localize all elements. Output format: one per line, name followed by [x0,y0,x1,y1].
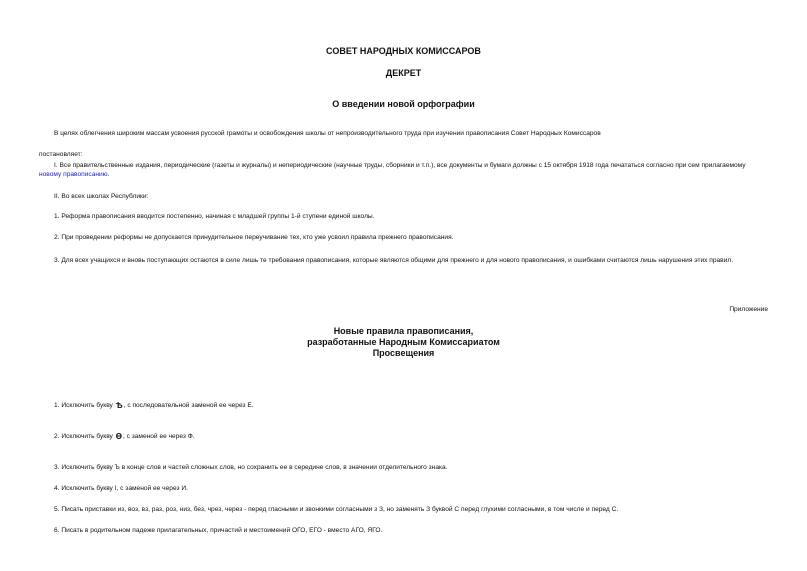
doc-type-heading: ДЕКРЕТ [385,68,422,78]
decree-point-2: II. Во всех школах Республики: [54,193,149,200]
fita-glyph-icon: Ѳ [115,432,122,441]
rule-2-before: 2. Исключить букву [54,433,113,440]
rule-2-after: , с заменой ее через Ф. [122,433,195,440]
rule-5: 5. Писать приставки из, воз, вз, раз, роз, низ, без, чрез, через - перед гласными и звонкими согласными з З, но заменять З буквой С перед глухими согласными, в том числе и перед С. [54,506,619,513]
appendix-title-line3: Просвещения [372,348,435,358]
yat-glyph-icon: Ѣ [115,401,123,410]
decree-point-1-end: . [107,171,110,178]
decree-item-2: 2. При проведении реформы не допускается принудительное переучивание тех, кто уже усвоил правила прежнего правописания. [54,234,454,241]
decree-title: О введении новой орфографии [332,99,475,109]
preamble-paragraph: В целях облегчения широким массам усвоения русской грамоты и освобождения школы от непроизводительного труда при изучении правописания Совет Народных Комиссаров [54,130,601,137]
rule-4: 4. Исключить букву I, с заменой ее через И. [54,485,188,492]
decree-point-1 [39,161,768,179]
resolves-text: постановляет: [39,151,83,158]
decree-item-3: 3. Для всех учащихся и вновь поступающих остаются в силе лишь те требования правописания, которые являются общими для прежнего и для нового правописания, и ошибками считаются лишь нарушения этих правил. [54,257,734,264]
appendix-title-line1: Новые правила правописания, [333,326,474,336]
rule-6: 6. Писать в родительном падеже прилагательных, причастий и местоимений ОГО, ЕГО - вместо АГО, ЯГО. [54,527,383,534]
rule-3: 3. Исключить букву Ъ в конце слов и частей сложных слов, но сохранить ее в середине слов, в значении отделительного знака. [54,464,448,471]
rule-1-after: , с последовательной заменой ее через Е. [123,402,254,409]
decree-point-1-text: I. Все правительственные издания, периодические (газеты и журналы) и непериодические (научные труды, сборники и т.п.), все документы и бумаги должны с 15 октября 1918 года печататься согласно при сем прилагаемому [54,162,746,169]
decree-item-1: 1. Реформа правописания вводится постепенно, начиная с младшей группы 1-й ступени единой школы. [54,213,375,220]
org-heading: СОВЕТ НАРОДНЫХ КОМИССАРОВ [326,46,481,56]
appendix-label: Приложение [729,306,768,313]
new-spelling-link[interactable]: новому правописанию [39,171,108,178]
appendix-title-line2: разработанные Народным Комиссариатом [307,337,500,347]
rule-1-before: 1. Исключить букву [54,402,113,409]
rule-1 [54,402,254,410]
rule-2 [54,433,195,441]
